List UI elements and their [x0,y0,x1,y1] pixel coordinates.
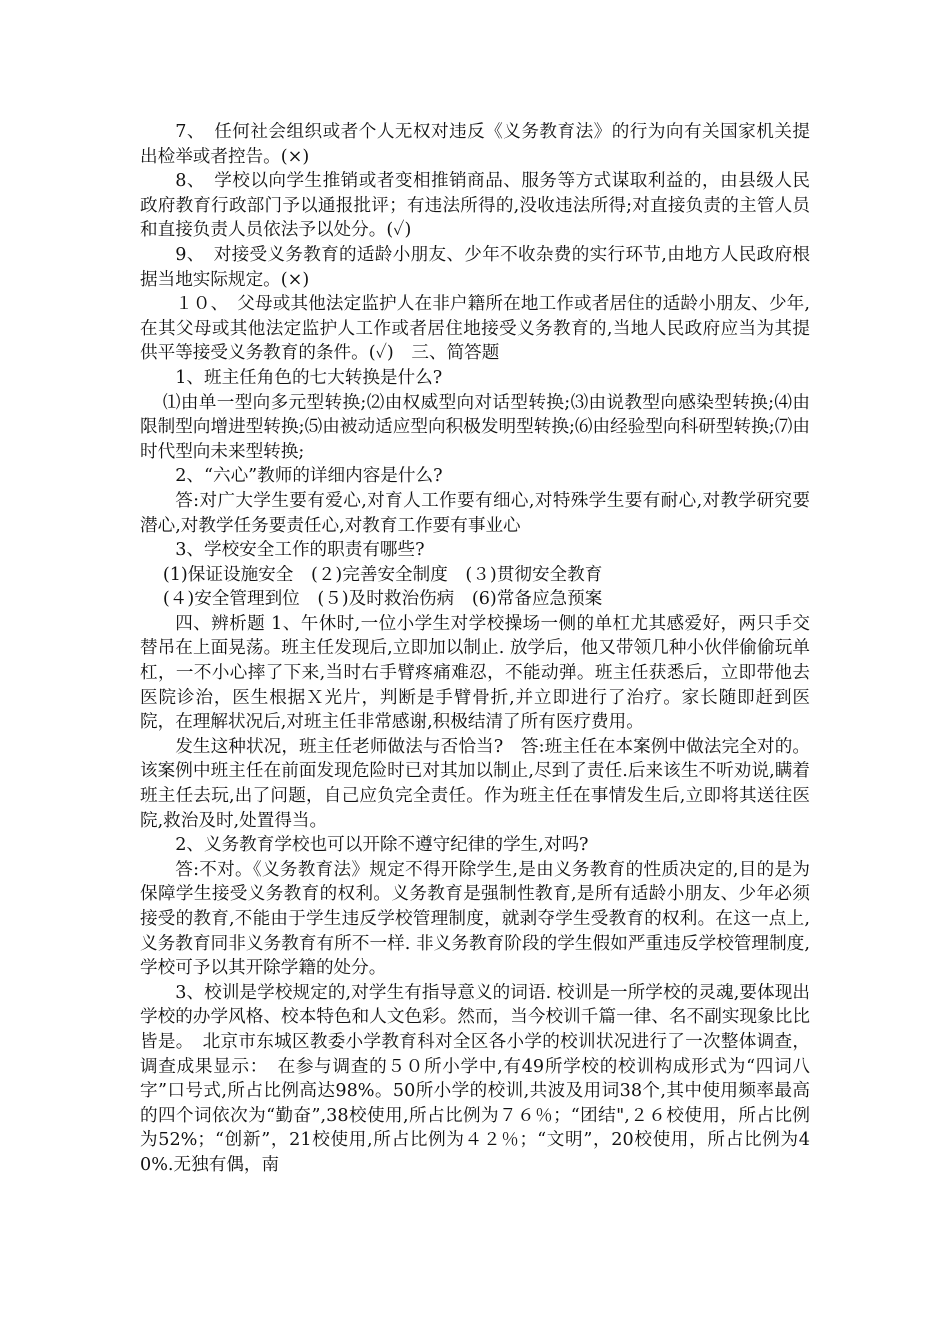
short-answer-answer-1: ⑴由单一型向多元型转换;⑵由权威型向对话型转换;⑶由说教型向感染型转换;⑷由限制型向增进型转换;⑸由被动适应型向积极发明型转换;⑹由经验型向科研型转换;⑺由时代型向未来型转换; [140,392,810,462]
short-answer-question-2: 2、“六心”教师的详细内容是什么? [175,466,443,487]
analysis-question-2: 2、义务教育学校也可以开除不遵守纪律的学生,对吗? [175,835,589,856]
true-false-item-8: 8、 学校以向学生推销或者变相推销商品、服务等方式谋取利益的，由县级人民政府教育行政部门予以通报批评；有违法所得的,没收违法所得;对直接负责的主管人员和直接负责人员依法予以处分。(✓) [140,171,810,241]
analysis-question-3: 3、校训是学校规定的,对学生有指导意义的词语. 校训是一所学校的灵魂,要体现出学校的办学风格、校本特色和人文色彩。然而，当今校训千篇一律、名不副实现象比比皆是。 北京市东城区教委小学教育科对全区各小学的校训状况进行了一次整体调查，调查成果显示： 在参与调查的５０所小学中,有49所学校的校训构成形式为“四词八字”口号式,所占比例高达98%。50所小学的校训,共波及用词38个,其中使用频率最高的四个词依次为“勤奋”,38校使用,所占比例为７６％；“团结",２６校使用，所占比例为52%；“创新”，21校使用,所占比例为４２％；“文明”，20校使用，所占比例为40%.无独有偶，南 [140,982,810,1175]
short-answer-answer-3-line-2: (４)安全管理到位 (５)及时救治伤病 (6)常备应急预案 [162,589,603,610]
short-answer-answer-3-line-1: (1)保证设施安全 (２)完善安全制度 (３)贯彻安全教育 [162,564,603,585]
analysis-answer-1: 发生这种状况，班主任老师做法与否恰当? 答:班主任在本案例中做法完全对的。该案例中班主任在前面发现危险时已对其加以制止,尽到了责任.后来该生不听劝说,瞒着班主任去玩,出了问题，自己应负完全责任。作为班主任在事情发生后,立即将其送往医院,救治及时,处置得当。 [140,736,810,831]
true-false-item-9: 9、 对接受义务教育的适龄小朋友、少年不收杂费的实行环节,由地方人民政府根据当地实际规定。(×) [140,244,810,290]
document-body [140,120,810,1178]
analysis-question-1: 四、辨析题 1、午休时,一位小学生对学校操场一侧的单杠尤其感爱好，两只手交替吊在上面晃荡。班主任发现后,立即加以制止. 放学后，他又带领几种小伙伴偷偷玩单杠，一不小心摔了下来,当时右手臂疼痛难忍，不能动弹。班主任获悉后，立即带他去医院诊治，医生根据Ｘ光片，判断是手臂骨折,并立即进行了治疗。家长随即赶到医院，在理解状况后,对班主任非常感谢,积极结清了所有医疗费用。 [140,613,810,733]
short-answer-question-3: 3、学校安全工作的职责有哪些? [175,540,425,561]
short-answer-answer-2: 答:对广大学生要有爱心,对育人工作要有细心,对特殊学生要有耐心,对教学研究要潜心,对教学任务要责任心,对教育工作要有事业心 [140,490,810,536]
true-false-item-7: 7、 任何社会组织或者个人无权对违反《义务教育法》的行为向有关国家机关提出检举或者控告。(×) [140,122,810,167]
analysis-answer-2: 答:不对。《义务教育法》规定不得开除学生,是由义务教育的性质决定的,目的是为保障学生接受义务教育的权利。义务教育是强制性教育,是所有适龄小朋友、少年必须接受的教育,不能由于学生违反学校管理制度，就剥夺学生受教育的权利。在这一点上,义务教育同非义务教育有所不一样. 非义务教育阶段的学生假如严重违反学校管理制度,学校可予以其开除学籍的处分。 [140,859,810,979]
true-false-item-10: １０、 父母或其他法定监护人在非户籍所在地工作或者居住的适龄小朋友、少年,在其父母或其他法定监护人工作或者居住地接受义务教育的,当地人民政府应当为其提供平等接受义务教育的条件。(✓) 三、简答题 [140,294,810,364]
short-answer-question-1: 1、班主任角色的七大转换是什么? [175,367,443,388]
